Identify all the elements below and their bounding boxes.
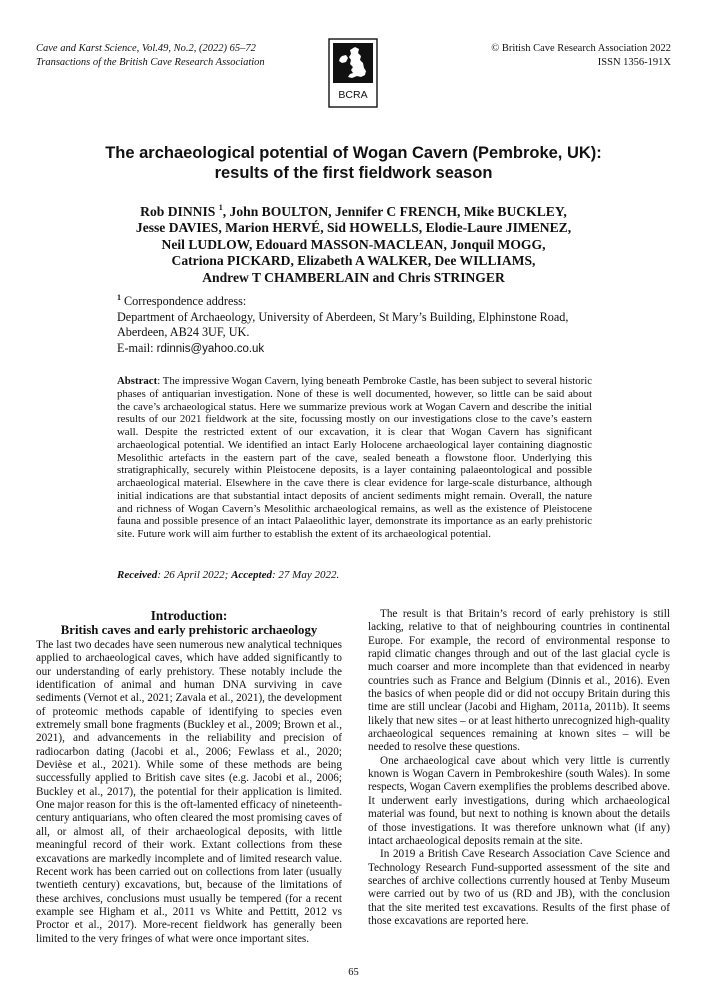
correspondence-address	[117, 294, 617, 357]
section-heading: Introduction:	[150, 608, 228, 623]
page-number: 65	[348, 967, 359, 978]
authors-line-4: Catriona PICKARD, Elizabeth A WALKER, Dee WILLIAMS,	[171, 253, 536, 269]
correspondence-label-line	[117, 294, 617, 310]
issn: ISSN 1356-191X	[597, 57, 671, 68]
paragraph: One archaeological cave about which very little is currently known is Wogan Cavern in Pembrokeshire (south Wales). In some respects, Wogan Cavern exemplifies the problems described above. It underwent early investigations, during which archaeological material was found, but next to nothing is known about the details of those investigations. It was therefore unknown what (if any) intact archaeological deposits remain at the site.	[368, 754, 670, 847]
paragraph: In 2019 a British Cave Research Association Cave Science and Technology Research Fund-supported assessment of the site and searches of archive collections currently housed at Tenby Museum were carried out by two of us (RD and JB), with the conclusion that the site merited test excavations. Results of the first phase of those excavations are reported here.	[368, 848, 670, 927]
title-line-2: results of the first fieldwork season	[214, 164, 493, 182]
received-label: Received	[117, 569, 158, 581]
paragraph: The result is that Britain’s record of early prehistory is still lacking, relative to that of neighbouring countries in continental Europe. For example, the record of environmental response to rapid climatic changes through and out of the last glacial cycle is much coarser and more incomplete than that evidenced in nearby countries such as France and Belgium (Dinnis et al., 2016). Even the basics of when people did or did not occupy Britain during this time are still unclear (Jacobi and Higham, 2011a, 2011b). It seems likely that new sites – or at least hitherto unrecognized high-quality archaeological sequences remaining at known sites – will be needed to resolve these questions.	[368, 608, 670, 754]
abstract-label: Abstract	[117, 375, 158, 387]
journal-citation	[36, 42, 265, 70]
author-list	[60, 204, 647, 286]
correspondence-mark: 1	[117, 293, 121, 302]
copyright-block	[491, 42, 671, 70]
bcra-logo	[328, 38, 378, 108]
correspondence-label: Correspondence address:	[124, 294, 247, 308]
title-line-1: The archaeological potential of Wogan Cavern (Pembroke, UK):	[105, 144, 602, 162]
journal-line: Cave and Karst Science, Vol.49, No.2, (2022) 65–72	[36, 43, 256, 54]
section-subheading: British caves and early prehistoric archaeology	[60, 623, 318, 637]
copyright: © British Cave Research Association 2022	[491, 43, 671, 54]
authors-line-2: Jesse DAVIES, Marion HERVÉ, Sid HOWELLS, Elodie-Laure JIMENEZ,	[135, 220, 572, 236]
paragraph: The last two decades have seen numerous new analytical techniques applied to archaeological caves, which have added significantly to our understanding of early prehistory. These notably include the identification of animal and human DNA surviving in cave sediments (Vernot et al., 2021; Zavala et al., 2021), the development of proteomic methods capable of identifying to species even extremely small bone fragments (Buckley et al., 2009; Brown et al., 2021), and advancements in the reliability and precision of radiocarbon dating (Jacobi et al., 2006; Fewlass et al., 2020; Devièse et al., 2021). While some of these methods are being successfully applied to British cave sites (e.g. Jacobi et al., 2006; Buckley et al., 2017), the potential for their application is limited. One major reason for this is the oft-lamented efficacy of nineteenth-century antiquarians, who often cleared the most promising caves of all, or almost all, of their archaeological deposits, with little meaningful record of their work. Extant collections from these excavations are markedly incomplete and of limited research value. Recent work has been carried out on collections from later (usually twentieth century) excavations, but, because of the limitations of these archives, conclusions must usually be tempered (for a recent example see Higham et al., 2011 vs White and Pettitt, 2012 vs Proctor et al., 2017). More-recent fieldwork has generally been limited to the very fringes of what were once important sites.	[36, 639, 343, 945]
received-date: : 26 April 2022;	[157, 569, 232, 581]
logo-text: BCRA	[338, 89, 368, 101]
authors-rest-line-1: , John BOULTON, Jennifer C FRENCH, Mike BUCKLEY,	[222, 204, 567, 219]
authors-line-3: Neil LUDLOW, Edouard MASSON-MACLEAN, Jonquil MOGG,	[161, 236, 546, 252]
authors-line-1	[60, 204, 647, 220]
first-author: Rob DINNIS	[140, 204, 216, 219]
email-line	[117, 341, 617, 358]
address-line-1: Department of Archaeology, University of Aberdeen, St Mary’s Building, Elphinstone Road,	[117, 309, 569, 324]
abstract	[117, 375, 592, 541]
bcra-logo-icon	[328, 38, 378, 108]
body-column-left	[36, 608, 342, 946]
address-line-2: Aberdeen, AB24 3UF, UK.	[117, 325, 250, 339]
email-label: E-mail:	[117, 340, 154, 355]
body-column-right	[368, 608, 670, 928]
authors-line-5: Andrew T CHAMBERLAIN and Chris STRINGER	[202, 269, 505, 285]
article-title	[40, 143, 667, 183]
author-footnote-mark: 1	[218, 203, 223, 212]
email-link[interactable]: rdinnis@yahoo.co.uk	[156, 342, 265, 355]
abstract-text: : The impressive Wogan Cavern, lying beneath Pembroke Castle, has been subject to several historic phases of antiquarian investigation. None of these is well documented, however, so little can be said about the cave’s archaeological status. Here we summarize previous work at Wogan Cavern and describe the initial results of our 2021 fieldwork at the site, focussing mostly on our investigations close to the cave’s eastern wall. Despite the restricted extent of our excavation, it is clear that Wogan Cavern has significant archaeological potential. We identified an intact Early Holocene archaeological layer containing diagnostic Mesolithic artefacts in the eastern part of the cave, sealed beneath a flowstone floor. Underlying this stratigraphically, securely within Pleistocene deposits, is a layer containing palaeontological and possible archaeological material. Elsewhere in the cave there is clear evidence for large-scale disturbance, although initial indications are that substantial intact deposits of ancient sediments might remain. Overall, the nature and richness of Wogan Cavern’s Mesolithic archaeological remains, as well as the existence of Pleistocene fauna and possible presence of an intact Palaeolithic layer, demonstrate its importance as an early prehistoric site. Future work will aim further to establish the extent of its archaeological potential.	[117, 375, 592, 540]
transactions-line: Transactions of the British Cave Research Association	[36, 57, 265, 68]
accepted-date: : 27 May 2022.	[272, 569, 340, 581]
received-accepted-dates	[117, 569, 339, 581]
accepted-label: Accepted	[231, 569, 272, 581]
